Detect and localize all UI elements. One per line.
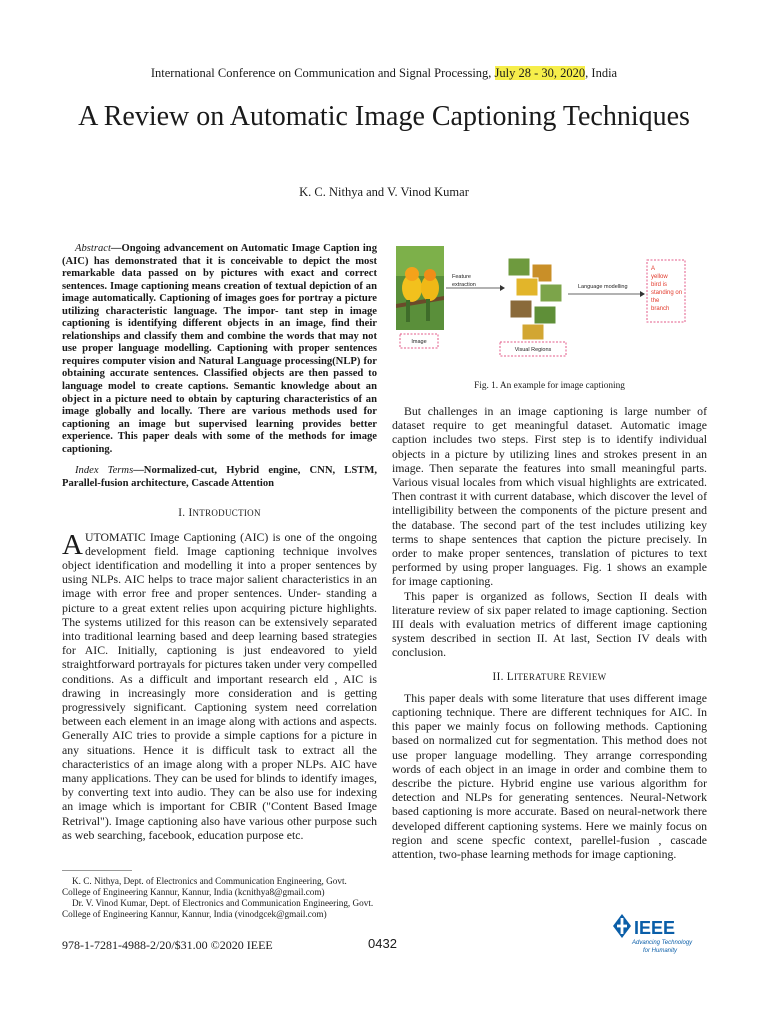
output-line: branch <box>651 306 670 312</box>
intro-lead: UTOMATIC <box>84 529 146 544</box>
right-column <box>392 404 707 861</box>
region-tiles <box>508 258 562 340</box>
conference-name: International Conference on Communication and Signal Processing, <box>150 66 495 80</box>
footnote-author-2: Dr. V. Vinod Kumar, Dept. of Electronics and Communication Engineering, Govt. College of Engineering Kannur, Kannur, India (vinodgcek@gmail.com) <box>62 898 374 920</box>
ieee-diamond-icon <box>613 914 631 938</box>
feature-label-1: Feature <box>452 274 471 280</box>
abstract-text: —Ongoing advancement on Automatic Image Caption ing (AIC) has demonstrated that it is conceivable to depict the most remarkable data passed on by pictures with exact and correct sentences. Image captioning means creation of textual depiction of an image automatically. Captioning of images goes for portray a picture utilizing characteristic language. The impor- tant step in image captioning is identifying different objects in an image, find their relationships and classify them and combine the words that may not use proper language modelling. Captioning with proper sentences requires computer vision and Natural Language processing(NLP) for obtaining accurate sentences. Classified objects are then passed to language model to create captions. Semantic knowledge about an object in a picture need to obtain by capturing characteristics of an image globally and locally. There are various methods used for captioning an image but supervised learning provides better experience. This paper deals with some of the methods for image captioning. <box>62 243 377 455</box>
isbn-line: 978-1-7281-4988-2/20/$31.00 ©2020 IEEE <box>62 938 273 952</box>
footnotes <box>62 876 377 920</box>
conference-location: , India <box>585 66 618 80</box>
regions-label: Visual Regions <box>514 347 552 353</box>
image-label: Image <box>411 339 427 345</box>
conference-dates: July 28 - 30, 2020 <box>494 66 586 80</box>
abstract-label: Abstract <box>75 243 111 254</box>
language-label: Language modelling <box>578 284 628 290</box>
drop-cap: A <box>62 528 83 561</box>
right-paragraph-3: This paper deals with some literature that uses different image captioning technique. There are different techniques for AIC. In this paper we mainly focus on following methods. Captioning based on normalized cut for segmentation. This method does not use proper language modelling. They arrange corresponding words of each object in an image in order and combine them to describe the picture. Hybrid engine use various algorithm for detection and NLPs for generating sentences. Neural-Network based captioning is more accurate. Based on neural-network there developed different captioning systems. Here we mainly focus on region and scene specfic context, parellel-fusion , cascade attention, two-phase learning methods for image captioning. <box>392 690 707 862</box>
left-column <box>62 243 377 842</box>
figure-caption: Fig. 1. An example for image captioning <box>474 381 625 391</box>
footnote-divider <box>62 870 132 871</box>
output-line: yellow <box>651 274 668 280</box>
intro-text: Image Captioning (AIC) is one of the ongoing development field. Image captioning technique involves object identification and modelling it into a proper sentences by using NLPs. AIC helps to trace major salient characteristics in an image with error free and proper sentences. Under- standing a picture to a great extent relies upon acquiring picture highlights. The systems utilized for this reason can be extensively separated into traditional learning based and deep learning based strategies for AIC. Initially, captioning is just endeavored to yield straightforward portrayals for pictures taken under very compelled conditions. As a difficult and important research eld , AIC is drawing in increasingly more consideration and is getting progressively significant. Captioning system need correlation between each element in an image along with actions and aspects. Generally AIC tries to provide a simple captions for a picture in any situations. Hence it is difficult task to extract all the characteristics of an image along with a proper NLPs. AIC have many applications. They can be used for blinds to identify images, by converting text into audio. They can be also use for indexing an image which is important for CBIR ("Content Based Image Retrival"). Image captioning also have various other purpose such as web searching, facebook, education purpose etc. <box>62 529 377 842</box>
figure-1 <box>392 244 708 374</box>
introduction-paragraph <box>62 530 377 842</box>
index-terms <box>62 465 377 490</box>
ieee-tagline-1: Advancing Technology <box>632 940 693 946</box>
page-number: 0432 <box>368 936 397 951</box>
output-line: standing on <box>651 290 683 296</box>
output-line: A <box>651 266 656 272</box>
paper-authors: K. C. Nithya and V. Vinod Kumar <box>299 185 469 199</box>
ieee-logo <box>612 912 712 956</box>
conference-header <box>0 66 768 81</box>
index-terms-text: —Normalized-cut, Hybrid engine, CNN, LSTM, Parallel-fusion architecture, Cascade Attention <box>62 465 377 489</box>
abstract <box>62 243 377 456</box>
ieee-tagline-2: for Humanity <box>643 948 678 954</box>
output-line: the <box>651 298 660 304</box>
index-terms-label: Index Terms <box>75 465 134 477</box>
section-heading-introduction: I. INTRODUCTION <box>178 507 261 520</box>
output-line: bird is <box>651 282 668 288</box>
section-heading-literature-review: II. LITERATURE REVIEW <box>492 670 607 683</box>
bird-photo <box>396 246 444 330</box>
ieee-logo-text: IEEE <box>634 918 676 938</box>
paper-title: A Review on Automatic Image Captioning Techniques <box>78 101 690 132</box>
footnote-author-1: K. C. Nithya, Dept. of Electronics and Communication Engineering, Govt. College of Engineering Kannur, Kannur, India (kcnithya8@gmail.com) <box>62 876 347 898</box>
right-paragraph-1: But challenges in an image captioning is large number of dataset require to get meaningful dataset. Automatic image caption includes two steps. First step is to identify individual objects in a picture by utilizing lines and strokes present in an image. Then separate the features into small meaningful parts. Various visual locales from which visual highlights are extricated. Then contrast it with current database, which discover the level of intelligibility between the components of the picture present and the database. The second part of the test includes utilizing key terms to shape sentences that caption the picture precisely. In order to make proper sentences, translation of pictures to text performed by using proper languages. Fig. 1 shows an example for image captioning. <box>392 404 707 589</box>
right-paragraph-2: This paper is organized as follows, Section II deals with literature review of six paper related to image captioning. Section III deals with evaluation metrics of different image captioning system described in section II. At last, Section IV deals with conclusion. <box>392 588 707 660</box>
feature-label-2: extraction <box>452 282 476 288</box>
